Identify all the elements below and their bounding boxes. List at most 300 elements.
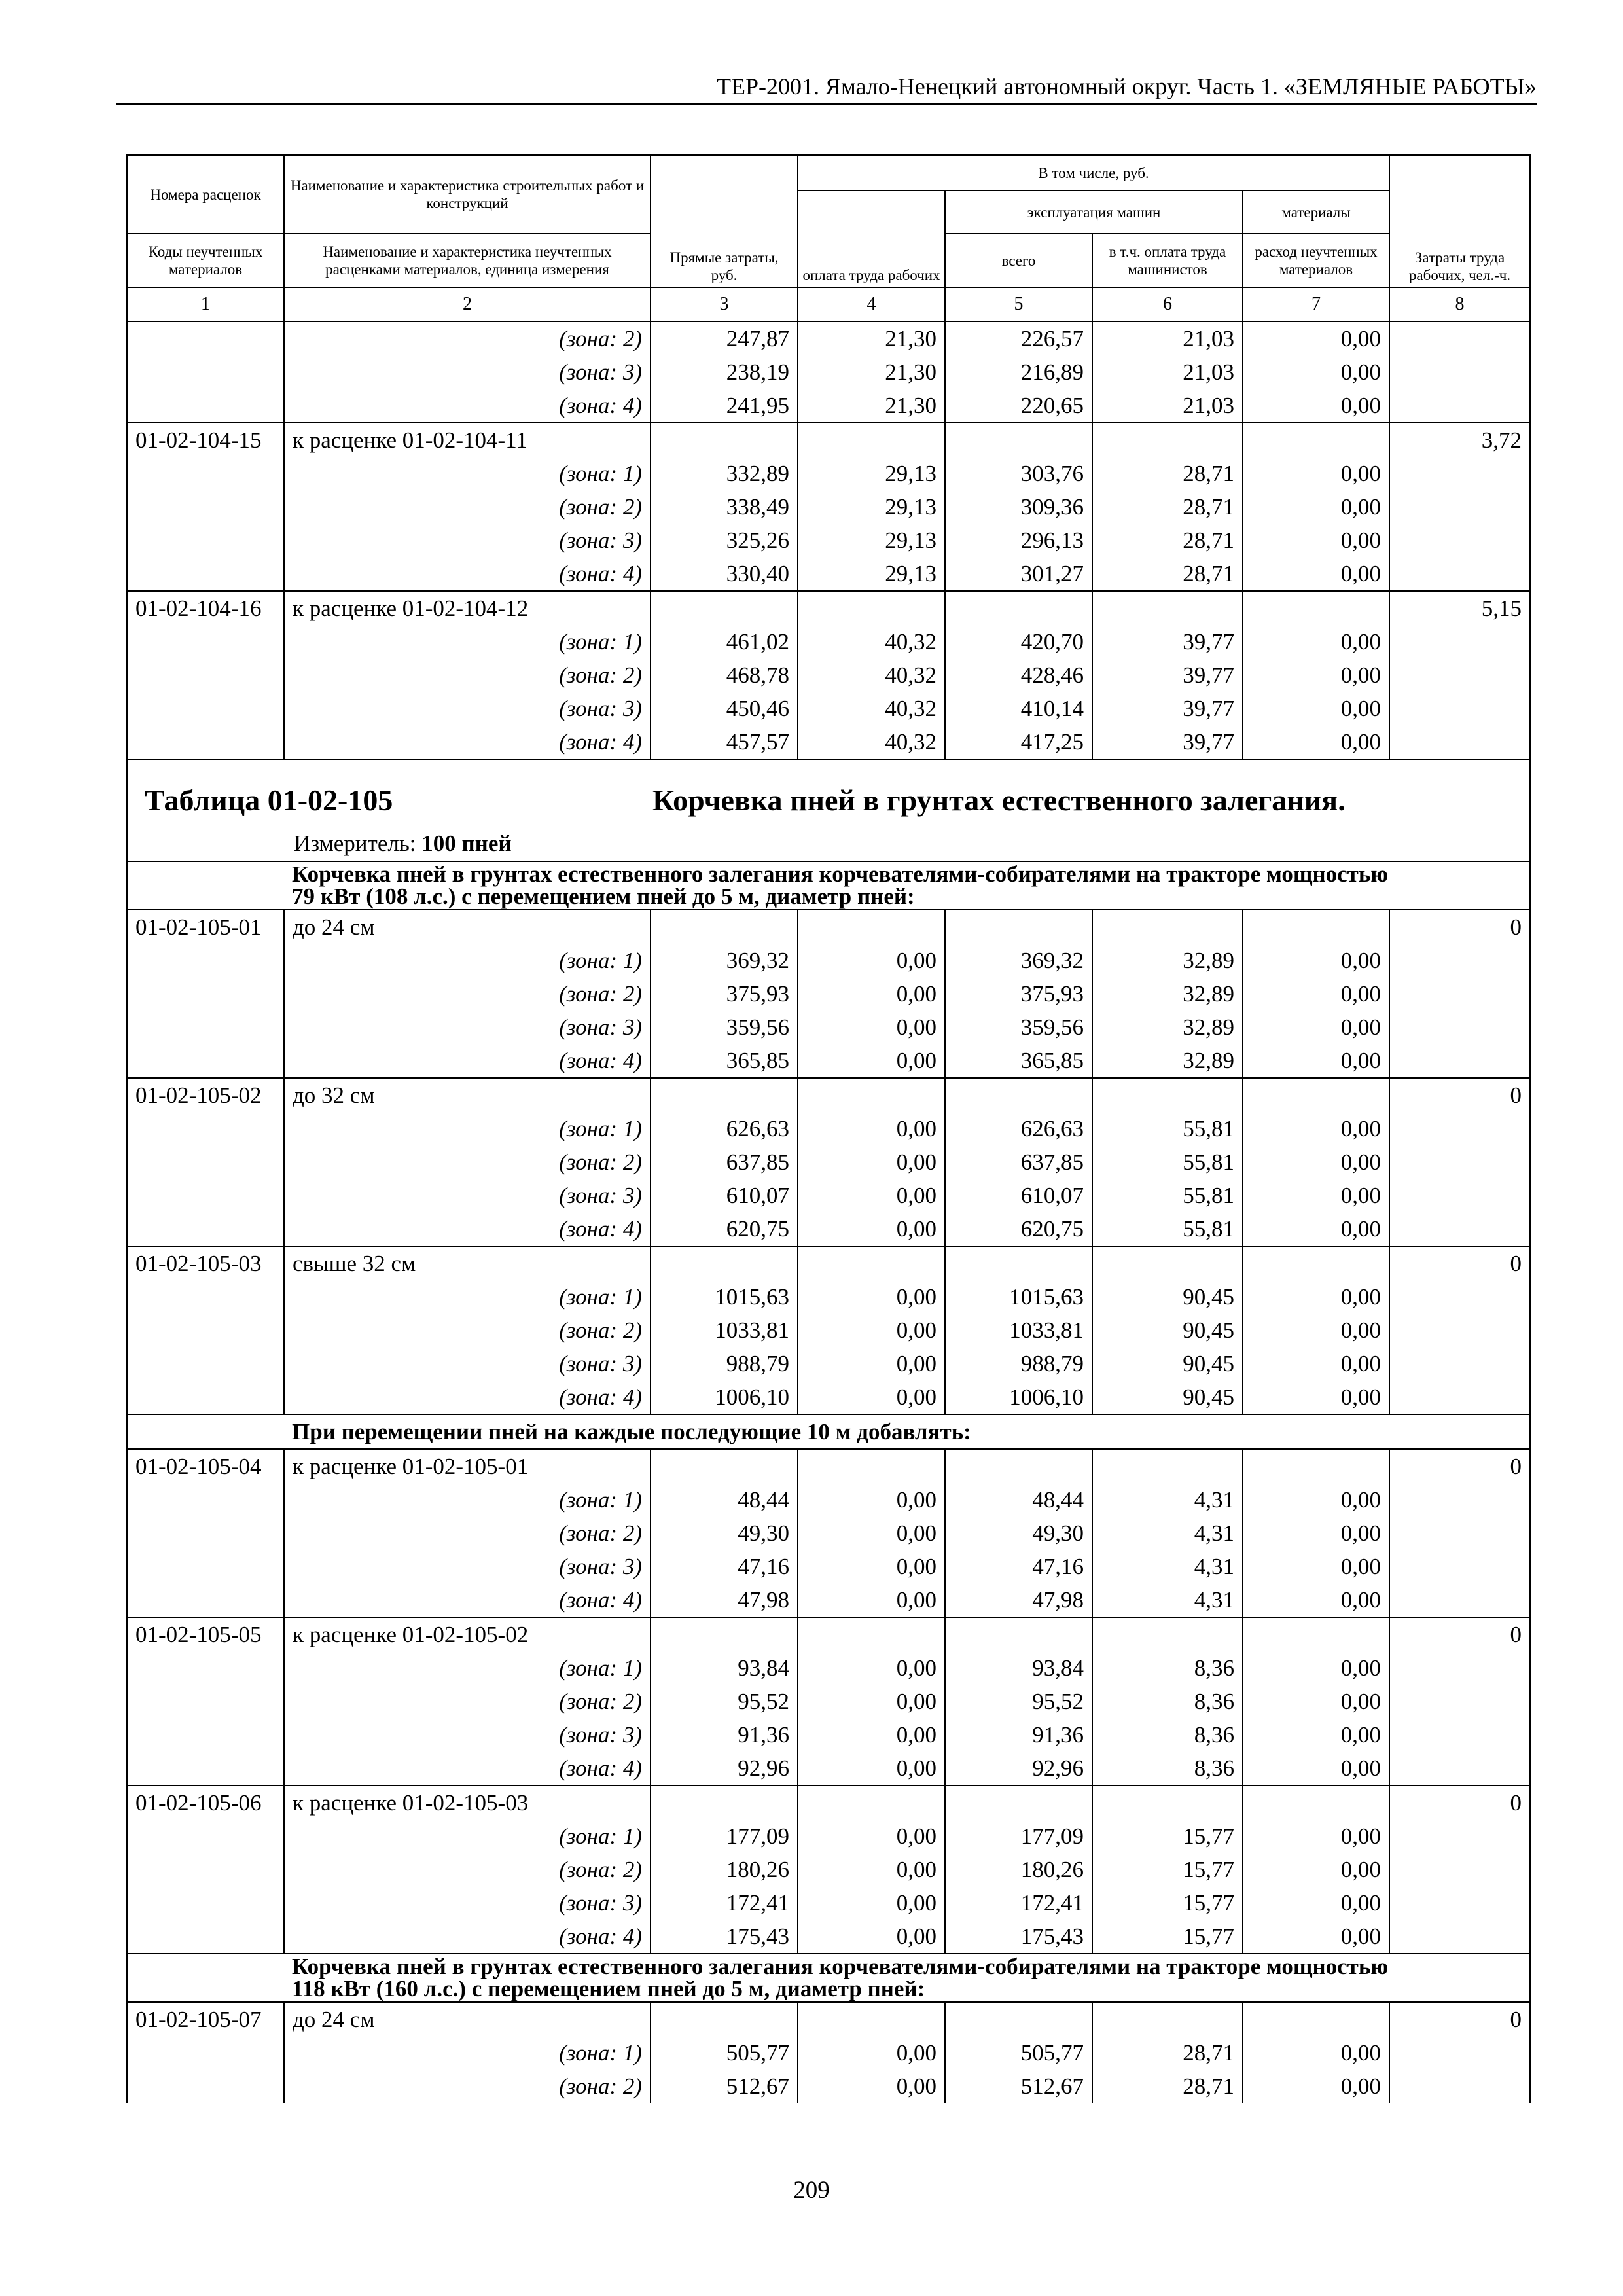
zone-label: (зона: 4) (284, 725, 651, 759)
labor-costs: 0 (1389, 910, 1530, 944)
machine-total: 505,77 (945, 2036, 1092, 2070)
labor-pay: 0,00 (798, 1212, 945, 1246)
header-labor-pay: оплата труда рабочих (798, 190, 945, 287)
rate-code: 01-02-104-16 (127, 591, 284, 625)
empty-cell (127, 1820, 284, 1853)
header-row-1 (127, 155, 1530, 190)
empty-cell (127, 2070, 284, 2103)
labor-costs (1389, 1886, 1530, 1920)
machinist-pay: 90,45 (1092, 1314, 1243, 1347)
machine-total: 1033,81 (945, 1314, 1092, 1347)
labor-pay: 40,32 (798, 658, 945, 692)
labor-pay: 0,00 (798, 2036, 945, 2070)
materials-use: 0,00 (1243, 1314, 1389, 1347)
direct-costs: 988,79 (651, 1347, 798, 1380)
empty-cell (127, 1179, 284, 1212)
zone-label: (зона: 4) (284, 557, 651, 591)
empty-cell (127, 2036, 284, 2070)
zone-row (127, 658, 1530, 692)
materials-use: 0,00 (1243, 1280, 1389, 1314)
empty-cell (127, 1718, 284, 1751)
direct-costs: 338,49 (651, 490, 798, 524)
rate-item-row (127, 1617, 1530, 1651)
header-unaccounted-names: Наименование и характеристика неучтенных расценками материалов, единица измерения (284, 234, 651, 287)
labor-costs (1389, 1853, 1530, 1886)
labor-pay: 29,13 (798, 557, 945, 591)
machine-total: 428,46 (945, 658, 1092, 692)
machine-total: 410,14 (945, 692, 1092, 725)
zone-row (127, 692, 1530, 725)
machinist-pay: 55,81 (1092, 1145, 1243, 1179)
table-body (127, 321, 1530, 2103)
rate-name: до 24 см (284, 910, 651, 944)
zone-label: (зона: 1) (284, 2036, 651, 2070)
zone-row (127, 1820, 1530, 1853)
empty-cell (127, 1483, 284, 1516)
empty-cell (127, 557, 284, 591)
zone-label: (зона: 3) (284, 355, 651, 389)
zone-label: (зона: 2) (284, 658, 651, 692)
empty-cell (798, 2002, 945, 2036)
materials-use: 0,00 (1243, 1483, 1389, 1516)
running-header: ТЕР-2001. Ямало-Ненецкий автономный округ. Часть 1. «ЗЕМЛЯНЫЕ РАБОТЫ» (116, 73, 1537, 105)
direct-costs: 238,19 (651, 355, 798, 389)
labor-pay: 0,00 (798, 1179, 945, 1212)
machine-total: 47,16 (945, 1550, 1092, 1583)
labor-pay: 29,13 (798, 524, 945, 557)
empty-cell (127, 1380, 284, 1414)
rate-code: 01-02-105-05 (127, 1617, 284, 1651)
materials-use: 0,00 (1243, 625, 1389, 658)
zone-label: (зона: 2) (284, 2070, 651, 2103)
direct-costs: 330,40 (651, 557, 798, 591)
section-row (127, 1954, 1530, 2002)
meter-value: 100 пней (421, 831, 512, 856)
materials-use: 0,00 (1243, 2070, 1389, 2103)
labor-pay: 0,00 (798, 1280, 945, 1314)
labor-pay: 21,30 (798, 355, 945, 389)
materials-use: 0,00 (1243, 658, 1389, 692)
machine-total: 620,75 (945, 1212, 1092, 1246)
labor-pay: 0,00 (798, 1651, 945, 1685)
empty-cell (127, 1751, 284, 1785)
empty-cell (651, 2002, 798, 2036)
direct-costs: 91,36 (651, 1718, 798, 1751)
machine-total: 988,79 (945, 1347, 1092, 1380)
direct-costs: 49,30 (651, 1516, 798, 1550)
machine-total: 637,85 (945, 1145, 1092, 1179)
empty-cell (127, 944, 284, 977)
direct-costs: 375,93 (651, 977, 798, 1011)
machinist-pay: 15,77 (1092, 1920, 1243, 1954)
machine-total: 309,36 (945, 490, 1092, 524)
machinist-pay: 28,71 (1092, 457, 1243, 490)
zone-label: (зона: 1) (284, 944, 651, 977)
rate-item-row (127, 910, 1530, 944)
empty-cell (127, 1212, 284, 1246)
rates-table (126, 154, 1531, 2103)
zone-row (127, 355, 1530, 389)
materials-use: 0,00 (1243, 1685, 1389, 1718)
labor-costs (1389, 1920, 1530, 1954)
table-name: Корчевка пней в грунтах естественного залегания. (652, 783, 1346, 817)
zone-row (127, 1685, 1530, 1718)
labor-costs (1389, 457, 1530, 490)
direct-costs: 359,56 (651, 1011, 798, 1044)
empty-cell (798, 1617, 945, 1651)
zone-row (127, 1583, 1530, 1617)
empty-cell (127, 355, 284, 389)
zone-label: (зона: 3) (284, 1550, 651, 1583)
labor-costs (1389, 1685, 1530, 1718)
empty-cell (945, 910, 1092, 944)
machine-total: 420,70 (945, 625, 1092, 658)
labor-costs (1389, 1583, 1530, 1617)
materials-use: 0,00 (1243, 1011, 1389, 1044)
empty-cell (1243, 1078, 1389, 1112)
zone-row (127, 524, 1530, 557)
zone-row (127, 1550, 1530, 1583)
empty-cell (1092, 1617, 1243, 1651)
section-row (127, 1414, 1530, 1449)
labor-costs (1389, 389, 1530, 423)
labor-costs (1389, 1179, 1530, 1212)
zone-label: (зона: 2) (284, 1685, 651, 1718)
empty-cell (651, 591, 798, 625)
labor-pay: 40,32 (798, 692, 945, 725)
labor-pay: 0,00 (798, 1685, 945, 1718)
empty-cell (651, 1785, 798, 1820)
labor-costs (1389, 1145, 1530, 1179)
zone-label: (зона: 3) (284, 692, 651, 725)
empty-cell (1092, 1246, 1243, 1280)
rate-item-row (127, 1078, 1530, 1112)
empty-cell (798, 1078, 945, 1112)
labor-pay: 0,00 (798, 1751, 945, 1785)
materials-use: 0,00 (1243, 1751, 1389, 1785)
rate-name: свыше 32 см (284, 1246, 651, 1280)
labor-pay: 0,00 (798, 1483, 945, 1516)
zone-row (127, 1751, 1530, 1785)
zone-label: (зона: 1) (284, 457, 651, 490)
header-including: В том числе, руб. (798, 155, 1389, 190)
labor-costs (1389, 1718, 1530, 1751)
empty-cell (945, 1449, 1092, 1483)
section-spacer (127, 861, 284, 910)
meter-label: Измеритель: (294, 831, 416, 856)
zone-label: (зона: 2) (284, 490, 651, 524)
machinist-pay: 8,36 (1092, 1751, 1243, 1785)
materials-use: 0,00 (1243, 977, 1389, 1011)
labor-pay: 0,00 (798, 1314, 945, 1347)
machinist-pay: 39,77 (1092, 658, 1243, 692)
materials-use: 0,00 (1243, 944, 1389, 977)
zone-row (127, 389, 1530, 423)
section-heading: При перемещении пней на каждые последующие 10 м добавлять: (284, 1414, 1530, 1449)
empty-cell (1092, 910, 1243, 944)
empty-cell (1092, 591, 1243, 625)
materials-use: 0,00 (1243, 490, 1389, 524)
machine-total: 365,85 (945, 1044, 1092, 1078)
empty-cell (127, 725, 284, 759)
labor-pay: 0,00 (798, 1044, 945, 1078)
machine-total: 48,44 (945, 1483, 1092, 1516)
rate-name: к расценке 01-02-104-11 (284, 423, 651, 457)
rate-name: к расценке 01-02-105-03 (284, 1785, 651, 1820)
zone-row (127, 944, 1530, 977)
empty-cell (945, 1785, 1092, 1820)
materials-use: 0,00 (1243, 1853, 1389, 1886)
direct-costs: 95,52 (651, 1685, 798, 1718)
direct-costs: 369,32 (651, 944, 798, 977)
zone-label: (зона: 1) (284, 1112, 651, 1145)
machinist-pay: 4,31 (1092, 1483, 1243, 1516)
materials-use: 0,00 (1243, 321, 1389, 355)
machinist-pay: 4,31 (1092, 1550, 1243, 1583)
empty-cell (798, 1785, 945, 1820)
rate-item-row (127, 1785, 1530, 1820)
machine-total: 303,76 (945, 457, 1092, 490)
header-column-numbers (127, 287, 1530, 321)
empty-cell (1243, 1617, 1389, 1651)
labor-costs (1389, 692, 1530, 725)
direct-costs: 468,78 (651, 658, 798, 692)
machine-total: 1015,63 (945, 1280, 1092, 1314)
empty-cell (1243, 1449, 1389, 1483)
machinist-pay: 4,31 (1092, 1583, 1243, 1617)
zone-label: (зона: 4) (284, 1380, 651, 1414)
machinist-pay: 90,45 (1092, 1347, 1243, 1380)
machinist-pay: 90,45 (1092, 1280, 1243, 1314)
table-caption-row (127, 759, 1530, 861)
labor-costs: 0 (1389, 1449, 1530, 1483)
header-total: всего (945, 234, 1092, 287)
empty-cell (127, 524, 284, 557)
rate-code: 01-02-104-15 (127, 423, 284, 457)
machine-total: 226,57 (945, 321, 1092, 355)
direct-costs: 461,02 (651, 625, 798, 658)
materials-use: 0,00 (1243, 1112, 1389, 1145)
empty-cell (127, 1347, 284, 1380)
machinist-pay: 28,71 (1092, 2036, 1243, 2070)
machine-total: 93,84 (945, 1651, 1092, 1685)
empty-cell (127, 1280, 284, 1314)
machinist-pay: 15,77 (1092, 1853, 1243, 1886)
zone-label: (зона: 3) (284, 1718, 651, 1751)
materials-use: 0,00 (1243, 1212, 1389, 1246)
machinist-pay: 28,71 (1092, 557, 1243, 591)
empty-cell (127, 490, 284, 524)
machine-total: 180,26 (945, 1853, 1092, 1886)
empty-cell (127, 658, 284, 692)
labor-costs: 0 (1389, 1246, 1530, 1280)
direct-costs: 626,63 (651, 1112, 798, 1145)
zone-row (127, 2070, 1530, 2103)
labor-costs (1389, 1751, 1530, 1785)
col-number: 8 (1389, 287, 1530, 321)
zone-row (127, 725, 1530, 759)
labor-costs (1389, 1314, 1530, 1347)
labor-pay: 0,00 (798, 1853, 945, 1886)
machinist-pay: 4,31 (1092, 1516, 1243, 1550)
empty-cell (1092, 1785, 1243, 1820)
rate-item-row (127, 1246, 1530, 1280)
empty-cell (127, 321, 284, 355)
machine-total: 512,67 (945, 2070, 1092, 2103)
direct-costs: 1006,10 (651, 1380, 798, 1414)
rate-code: 01-02-105-03 (127, 1246, 284, 1280)
rate-code: 01-02-105-04 (127, 1449, 284, 1483)
machinist-pay: 32,89 (1092, 1011, 1243, 1044)
machine-total: 175,43 (945, 1920, 1092, 1954)
direct-costs: 180,26 (651, 1853, 798, 1886)
labor-costs: 3,72 (1389, 423, 1530, 457)
labor-costs (1389, 557, 1530, 591)
labor-pay: 21,30 (798, 321, 945, 355)
col-number: 5 (945, 287, 1092, 321)
header-unaccounted-use: расход неучтенных материалов (1243, 234, 1389, 287)
machine-total: 172,41 (945, 1886, 1092, 1920)
page-number: 209 (793, 2177, 830, 2204)
labor-costs (1389, 944, 1530, 977)
machinist-pay: 55,81 (1092, 1212, 1243, 1246)
labor-costs (1389, 977, 1530, 1011)
table-caption (127, 759, 1530, 861)
header-materials: материалы (1243, 190, 1389, 234)
direct-costs: 365,85 (651, 1044, 798, 1078)
empty-cell (798, 1449, 945, 1483)
labor-costs (1389, 1044, 1530, 1078)
empty-cell (127, 1011, 284, 1044)
empty-cell (1243, 2002, 1389, 2036)
direct-costs: 47,98 (651, 1583, 798, 1617)
labor-pay: 0,00 (798, 2070, 945, 2103)
materials-use: 0,00 (1243, 557, 1389, 591)
direct-costs: 610,07 (651, 1179, 798, 1212)
machine-total: 220,65 (945, 389, 1092, 423)
direct-costs: 1033,81 (651, 1314, 798, 1347)
zone-label: (зона: 1) (284, 625, 651, 658)
direct-costs: 93,84 (651, 1651, 798, 1685)
machinist-pay: 39,77 (1092, 692, 1243, 725)
empty-cell (945, 1617, 1092, 1651)
labor-costs (1389, 1380, 1530, 1414)
section-spacer (127, 1954, 284, 2002)
materials-use: 0,00 (1243, 1044, 1389, 1078)
empty-cell (127, 692, 284, 725)
empty-cell (1243, 1785, 1389, 1820)
zone-label: (зона: 1) (284, 1483, 651, 1516)
labor-costs (1389, 1280, 1530, 1314)
materials-use: 0,00 (1243, 1145, 1389, 1179)
labor-costs: 5,15 (1389, 591, 1530, 625)
empty-cell (127, 1651, 284, 1685)
zone-row (127, 1044, 1530, 1078)
empty-cell (1092, 2002, 1243, 2036)
labor-costs (1389, 321, 1530, 355)
section-row (127, 861, 1530, 910)
machine-total: 296,13 (945, 524, 1092, 557)
direct-costs: 48,44 (651, 1483, 798, 1516)
machinist-pay: 90,45 (1092, 1380, 1243, 1414)
rate-name: до 24 см (284, 2002, 651, 2036)
direct-costs: 457,57 (651, 725, 798, 759)
labor-pay: 0,00 (798, 1145, 945, 1179)
direct-costs: 241,95 (651, 389, 798, 423)
machine-total: 369,32 (945, 944, 1092, 977)
section-heading: Корчевка пней в грунтах естественного залегания корчевателями-собирателями на тракторе мощностью 79 кВт (108 л.с.) с перемещением пней до 5 м, диаметр пней: (284, 861, 1530, 910)
machinist-pay: 28,71 (1092, 2070, 1243, 2103)
empty-cell (1243, 1246, 1389, 1280)
machinist-pay: 8,36 (1092, 1651, 1243, 1685)
zone-row (127, 1853, 1530, 1886)
labor-costs (1389, 658, 1530, 692)
empty-cell (945, 2002, 1092, 2036)
empty-cell (945, 1246, 1092, 1280)
col-number: 3 (651, 287, 798, 321)
table-meter (294, 827, 512, 860)
empty-cell (127, 389, 284, 423)
labor-costs: 0 (1389, 1617, 1530, 1651)
zone-row (127, 1112, 1530, 1145)
machinist-pay: 32,89 (1092, 944, 1243, 977)
materials-use: 0,00 (1243, 1380, 1389, 1414)
zone-label: (зона: 2) (284, 1314, 651, 1347)
direct-costs: 47,16 (651, 1550, 798, 1583)
rate-code: 01-02-105-02 (127, 1078, 284, 1112)
labor-costs (1389, 1550, 1530, 1583)
direct-costs: 172,41 (651, 1886, 798, 1920)
zone-row (127, 1145, 1530, 1179)
machine-total: 49,30 (945, 1516, 1092, 1550)
rate-code: 01-02-105-01 (127, 910, 284, 944)
zone-row (127, 1483, 1530, 1516)
empty-cell (127, 1145, 284, 1179)
section-spacer (127, 1414, 284, 1449)
rate-name: до 32 см (284, 1078, 651, 1112)
labor-costs (1389, 1483, 1530, 1516)
machinist-pay: 15,77 (1092, 1820, 1243, 1853)
labor-costs (1389, 355, 1530, 389)
col-number: 6 (1092, 287, 1243, 321)
machine-total: 626,63 (945, 1112, 1092, 1145)
empty-cell (1092, 1449, 1243, 1483)
header-work-name: Наименование и характеристика строительных работ и конструкций (284, 155, 651, 234)
zone-row (127, 490, 1530, 524)
empty-cell (651, 1078, 798, 1112)
machine-total: 301,27 (945, 557, 1092, 591)
labor-costs (1389, 2070, 1530, 2103)
labor-pay: 0,00 (798, 1347, 945, 1380)
col-number: 7 (1243, 287, 1389, 321)
machinist-pay: 55,81 (1092, 1179, 1243, 1212)
materials-use: 0,00 (1243, 2036, 1389, 2070)
labor-pay: 0,00 (798, 1550, 945, 1583)
rate-item-row (127, 591, 1530, 625)
machinist-pay: 55,81 (1092, 1112, 1243, 1145)
direct-costs: 247,87 (651, 321, 798, 355)
machine-total: 1006,10 (945, 1380, 1092, 1414)
header-unaccounted-codes: Коды неучтенных материалов (127, 234, 284, 287)
direct-costs: 450,46 (651, 692, 798, 725)
header-incl-machinist-pay: в т.ч. оплата труда машинистов (1092, 234, 1243, 287)
empty-cell (127, 1920, 284, 1954)
empty-cell (1092, 1078, 1243, 1112)
labor-pay: 0,00 (798, 1516, 945, 1550)
empty-cell (651, 423, 798, 457)
zone-label: (зона: 3) (284, 1011, 651, 1044)
col-number: 1 (127, 287, 284, 321)
